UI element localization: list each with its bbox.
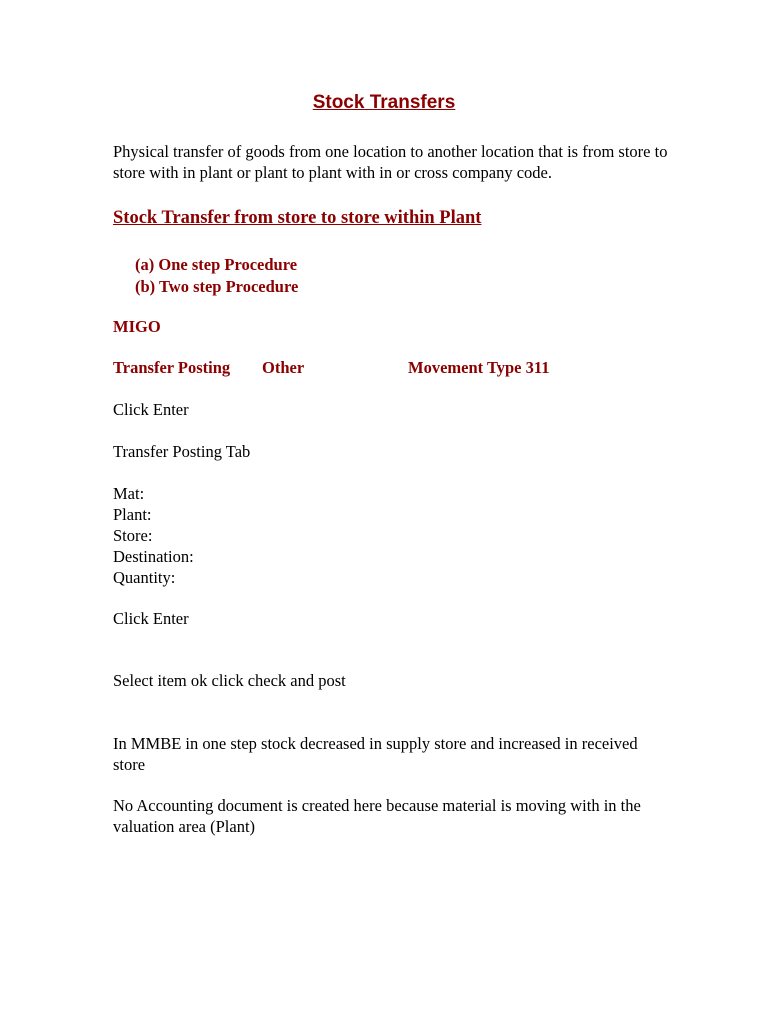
click-enter-step-1: Click Enter xyxy=(113,400,189,419)
migo-label: MIGO xyxy=(113,317,161,336)
select-item-step: Select item ok click check and post xyxy=(113,671,346,690)
field-plant: Plant: xyxy=(113,505,152,524)
field-quantity: Quantity: xyxy=(113,568,176,587)
field-mat: Mat: xyxy=(113,484,145,503)
field-destination: Destination: xyxy=(113,547,194,566)
procedure-item-one-step: (a) One step Procedure xyxy=(135,255,298,274)
no-accounting-note: No Accounting document is created here because material is moving with in the valuation area (Plant) xyxy=(113,796,641,836)
mmbe-note: In MMBE in one step stock decreased in supply store and increased in received store xyxy=(113,734,638,774)
page-title: Stock Transfers xyxy=(312,92,456,113)
other-label: Other xyxy=(262,358,305,377)
field-list xyxy=(113,483,194,588)
field-store: Store: xyxy=(113,526,153,545)
transfer-posting-tab-step: Transfer Posting Tab xyxy=(113,442,251,461)
procedure-item-two-step: (b) Two step Procedure xyxy=(135,277,299,296)
procedure-list xyxy=(135,254,298,298)
intro-paragraph: Physical transfer of goods from one location to another location that is from store to store with in plant or plant to plant with in or cross company code. xyxy=(113,142,668,182)
movement-type-label: Movement Type 311 xyxy=(408,358,550,377)
click-enter-step-2: Click Enter xyxy=(113,609,189,628)
transfer-posting-label: Transfer Posting xyxy=(113,358,231,377)
section-heading: Stock Transfer from store to store within Plant xyxy=(113,208,482,228)
